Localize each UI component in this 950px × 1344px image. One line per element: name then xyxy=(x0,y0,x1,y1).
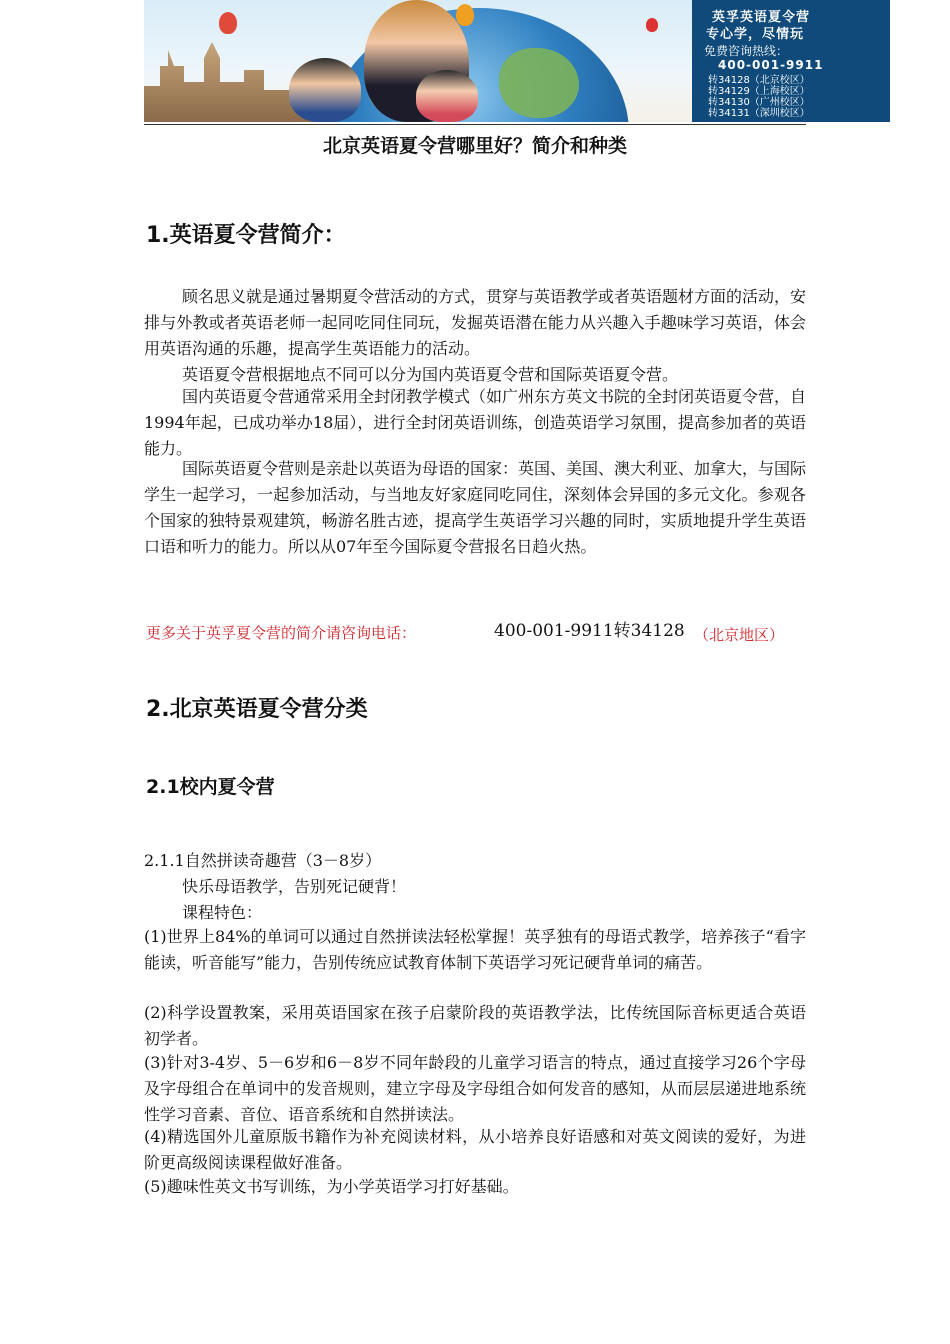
feature-item: (2)科学设置教案，采用英语国家在孩子启蒙阶段的英语教学法，比传统国际音标更适合英语初学者。 xyxy=(144,1003,806,1048)
branch-item: 转34129（上海校区） xyxy=(708,86,810,97)
header-banner xyxy=(144,0,890,122)
child-photo xyxy=(289,58,361,122)
branch-item: 转34128（北京校区） xyxy=(708,75,810,86)
section-1-heading: 1.英语夏令营简介： xyxy=(146,223,346,248)
header-divider xyxy=(144,124,806,125)
balloon-icon xyxy=(456,4,474,26)
section-1-paragraph: 国内英语夏令营通常采用全封闭教学模式（如广州东方英文书院的全封闭英语夏令营，自1994年起，已成功举办18届），进行全封闭英语训练，创造英语学习氛围，提高参加者的英语能力。 xyxy=(144,387,807,458)
course-title: 2.1.1自然拼读奇趣营（3－8岁） xyxy=(144,851,382,870)
balloon-icon xyxy=(646,18,658,32)
balloon-icon xyxy=(219,12,237,34)
promo-hotline-label: 免费咨询热线： xyxy=(704,44,789,58)
child-photo xyxy=(416,70,478,122)
contact-line xyxy=(146,622,806,643)
section-2-heading: 2.北京英语夏令营分类 xyxy=(146,697,368,722)
page-title: 北京英语夏令营哪里好？简介和种类 xyxy=(322,135,627,157)
section-2-1-heading: 2.1校内夏令营 xyxy=(146,776,275,798)
feature-item: (3)针对3-4岁、5－6岁和6－8岁不同年龄段的儿童学习语言的特点，通过直接学习26个字母及字母组合在单词中的发音规则，建立字母及字母组合如何发音的感知，从而层层递进地系统性学习音素、音位、语音系统和自然拼读法。 xyxy=(144,1053,806,1124)
contact-phone: 400-001-9911转34128 xyxy=(494,621,685,641)
features-label: 课程特色： xyxy=(182,903,263,922)
course-slogan: 快乐母语教学，告别死记硬背！ xyxy=(182,877,407,896)
branch-item: 转34130（广州校区） xyxy=(708,97,810,108)
promo-slogan: 专心学，尽情玩 xyxy=(706,27,805,42)
promo-brand: 英孚英语夏令营 xyxy=(712,10,811,25)
promo-hotline: 400-001-9911 xyxy=(718,58,824,72)
feature-item: (4)精选国外儿童原版书籍作为补充阅读材料，从小培养良好语感和对英文阅读的爱好，为进阶更高级阅读课程做好准备。 xyxy=(144,1127,806,1172)
section-1-paragraph: 国际英语夏令营则是亲赴以英语为母语的国家：英国、美国、澳大利亚、加拿大，与国际学生一起学习，一起参加活动，与当地友好家庭同吃同住，深刻体会异国的多元文化。参观各个国家的独特景观建筑，畅游名胜古迹，提高学生英语学习兴趣的同时，实质地提升学生英语口语和听力的能力。所以从07年至今国际夏令营报名日趋火热。 xyxy=(144,459,807,556)
feature-item: (5)趣味性英文书写训练，为小学英语学习打好基础。 xyxy=(144,1177,519,1196)
section-1-paragraph: 英语夏令营根据地点不同可以分为国内英语夏令营和国际英语夏令营。 xyxy=(182,365,679,384)
promo-panel xyxy=(692,0,890,122)
contact-label: 更多关于英孚夏令营的简介请咨询电话： xyxy=(146,624,417,642)
branch-item: 转34131（深圳校区） xyxy=(708,108,810,119)
feature-item: (1)世界上84%的单词可以通过自然拼读法轻松掌握！英孚独有的母语式教学，培养孩子“看字能读，听音能写”能力，告别传统应试教育体制下英语学习死记硬背单词的痛苦。 xyxy=(144,927,806,972)
branch-list xyxy=(708,75,810,119)
contact-region: （北京地区） xyxy=(694,626,785,644)
section-1-paragraph: 顾名思义就是通过暑期夏令营活动的方式，贯穿与英语教学或者英语题材方面的活动，安排与外教或者英语老师一起同吃同住同玩，发掘英语潜在能力从兴趣入手趣味学习英语，体会用英语沟通的乐趣，提高学生英语能力的活动。 xyxy=(144,287,807,358)
